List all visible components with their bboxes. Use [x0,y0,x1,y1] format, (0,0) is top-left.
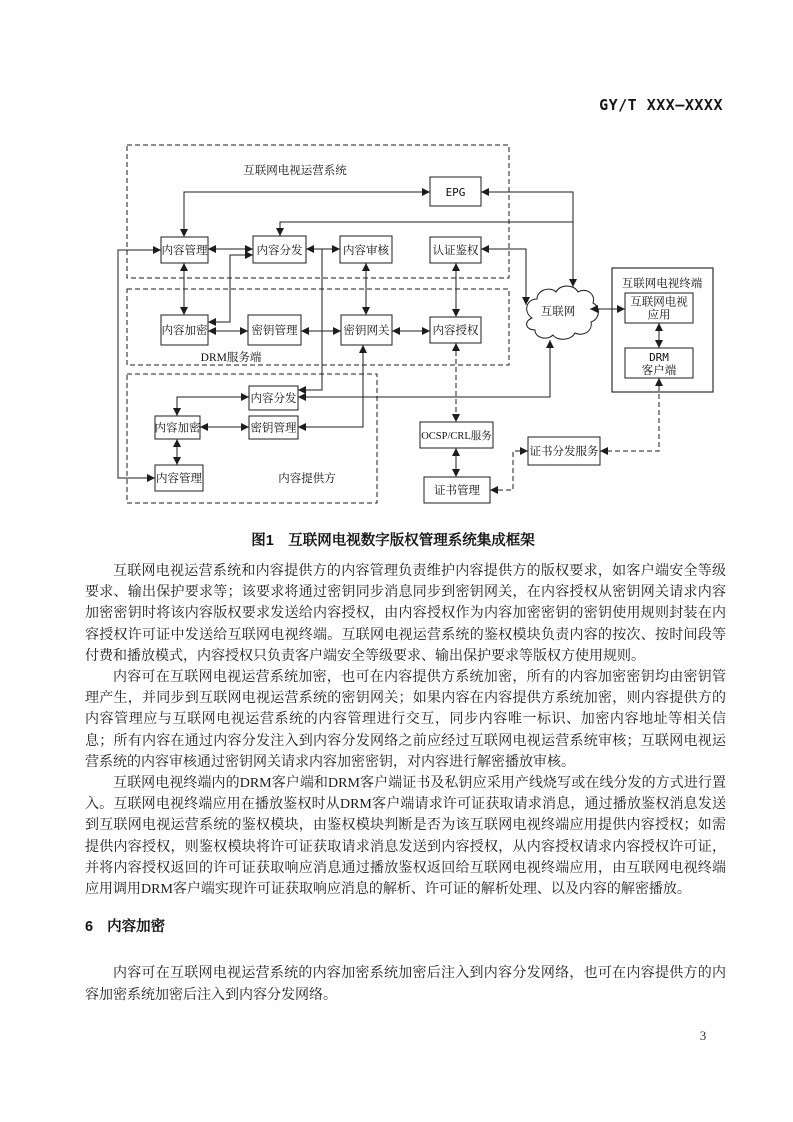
svg-text:EPG: EPG [445,186,466,199]
node-content-auth [430,317,481,343]
svg-text:内容分发: 内容分发 [256,245,303,257]
node-epg [430,177,481,206]
link-op-mgmt-prov-mgmt [118,250,161,478]
link-drm-client-cert-dist [600,378,659,451]
svg-text:密钥管理: 密钥管理 [251,325,298,337]
node-drm-content-enc [161,315,208,345]
system-diagram [0,0,793,560]
node-drm-client [625,348,693,378]
link-prov-dist-internet [298,340,550,397]
svg-text:内容加密: 内容加密 [154,422,201,435]
link-internet-content-dist [280,222,573,236]
figure-caption: 图1 互联网电视数字版权管理系统集成框架 [251,533,535,549]
node-op-content-mgmt [161,237,208,263]
svg-text:内容管理: 内容管理 [161,245,208,257]
link-content-dist-content-enc [208,255,253,322]
svg-text:内容管理: 内容管理 [156,473,202,485]
svg-text:内容审核: 内容审核 [343,245,389,257]
svg-text:密钥网关: 密钥网关 [343,325,390,337]
page-number: 3 [699,1028,707,1043]
doc-code: GY/T XXX—XXXX [599,96,723,114]
svg-text:认证鉴权: 认证鉴权 [432,245,479,257]
svg-text:客户端: 客户端 [641,365,677,377]
node-cert-mgmt [424,477,490,503]
body-paragraph: 互联网电视终端内的DRM客户端和DRM客户端证书及私钥应采用产线烧写或在线分发的方式进行置入。互联网电视终端应用在播放鉴权时从DRM客户端请求许可证获取请求消息，通过播放鉴权消息发送到互联网电视运营系统的鉴权模块，由鉴权模块判断是否为该互联网电视终端应用提供内容授权；如需提供内容授权，则鉴权模块将许可证获取请求消息发送到内容授权，从内容授权请求内容授权许可证，并将内容授权返回的许可证获取响应消息通过播放鉴权返回给互联网电视终端应用，由互联网电视终端应用调用DRM客户端实现许可证获取响应消息的解析、许可证的解析处理、以及内容的解密播放。 [85,776,726,898]
svg-text:证书分发服务: 证书分发服务 [529,446,599,458]
link-content-mgmt-epg [184,192,430,237]
node-auth [430,237,481,263]
link-epg-internet [481,192,573,287]
link-prov-enc-prov-dist [177,397,249,416]
node-ocsp-crl [420,422,493,448]
internet-label: 互联网 [540,306,576,318]
node-prov-key-mgmt [249,416,298,439]
node-prov-content-enc [155,416,201,439]
node-tv-app [625,293,693,323]
svg-text:内容加密: 内容加密 [161,325,208,337]
terminal-label: 互联网电视终端 [621,278,703,290]
node-prov-content-dist [249,386,298,410]
section-title: 内容加密 [107,919,166,936]
node-drm-key-mgmt [248,315,301,345]
body-paragraph: 内容可在互联网电视运营系统的内容加密系统加密后注入到内容分发网络，也可在内容提供方的内容加密系统加密后注入到内容分发网络。 [85,966,726,1003]
node-key-gateway [341,315,392,345]
svg-text:OCSP/CRL服务: OCSP/CRL服务 [421,431,492,442]
drm-server-label: DRM服务端 [200,352,262,364]
svg-text:应用: 应用 [647,309,671,322]
body-paragraph: 互联网电视运营系统和内容提供方的内容管理负责维护内容提供方的版权要求，如客户端安全等级要求、输出保护要求等；该要求将通过密钥同步消息同步到密钥网关，在内容授权从密钥网关请求内容加密密钥时将该内容版权要求发送给内容授权，由内容授权作为内容加密密钥的密钥使用规则封装在内容授权许可证中发送给互联网电视终端。互联网电视运营系统的鉴权模块负责内容的按次、按时间段等付费和播放模式，内容授权只负责客户端安全等级要求、输出保护要求等版权方使用规则。 [85,564,726,664]
svg-text:证书管理: 证书管理 [434,485,480,497]
content-provider-label: 内容提供方 [278,473,336,485]
section-heading [85,917,726,938]
body-text [85,561,726,1006]
body-paragraph: 内容可在互联网电视运营系统加密，也可在内容提供方系统加密，所有的内容加密密钥均由密钥管理产生，并同步到互联网电视运营系统的密钥网关；如果内容在内容提供方系统加密，则内容提供方的内容管理应与互联网电视运营系统的内容管理进行交互，同步内容唯一标识、加密内容地址等相关信息；所有内容在通过内容分发注入到内容分发网络之前应经过互联网电视运营系统审核；互联网电视运营系统的内容审核通过密钥网关请求内容加密密钥，对内容进行解密播放审核。 [85,670,726,770]
svg-text:密钥管理: 密钥管理 [250,422,297,435]
node-content-review [340,236,392,263]
node-prov-content-mgmt [155,465,203,491]
link-cert-dist-cert-mgmt [490,451,528,490]
link-key-gateway-prov-key-mgmt [298,345,363,427]
link-auth-internet [481,249,526,305]
section-number: 6 [85,919,94,936]
link-op-dist-prov-dist [298,249,322,390]
node-cert-dist [528,437,600,465]
svg-text:互联网电视: 互联网电视 [630,296,688,309]
svg-text:DRM: DRM [649,351,669,364]
svg-text:内容分发: 内容分发 [250,393,297,405]
operator-system-label: 互联网电视运营系统 [243,165,347,177]
node-op-content-dist [253,236,306,263]
svg-text:内容授权: 内容授权 [432,325,479,337]
